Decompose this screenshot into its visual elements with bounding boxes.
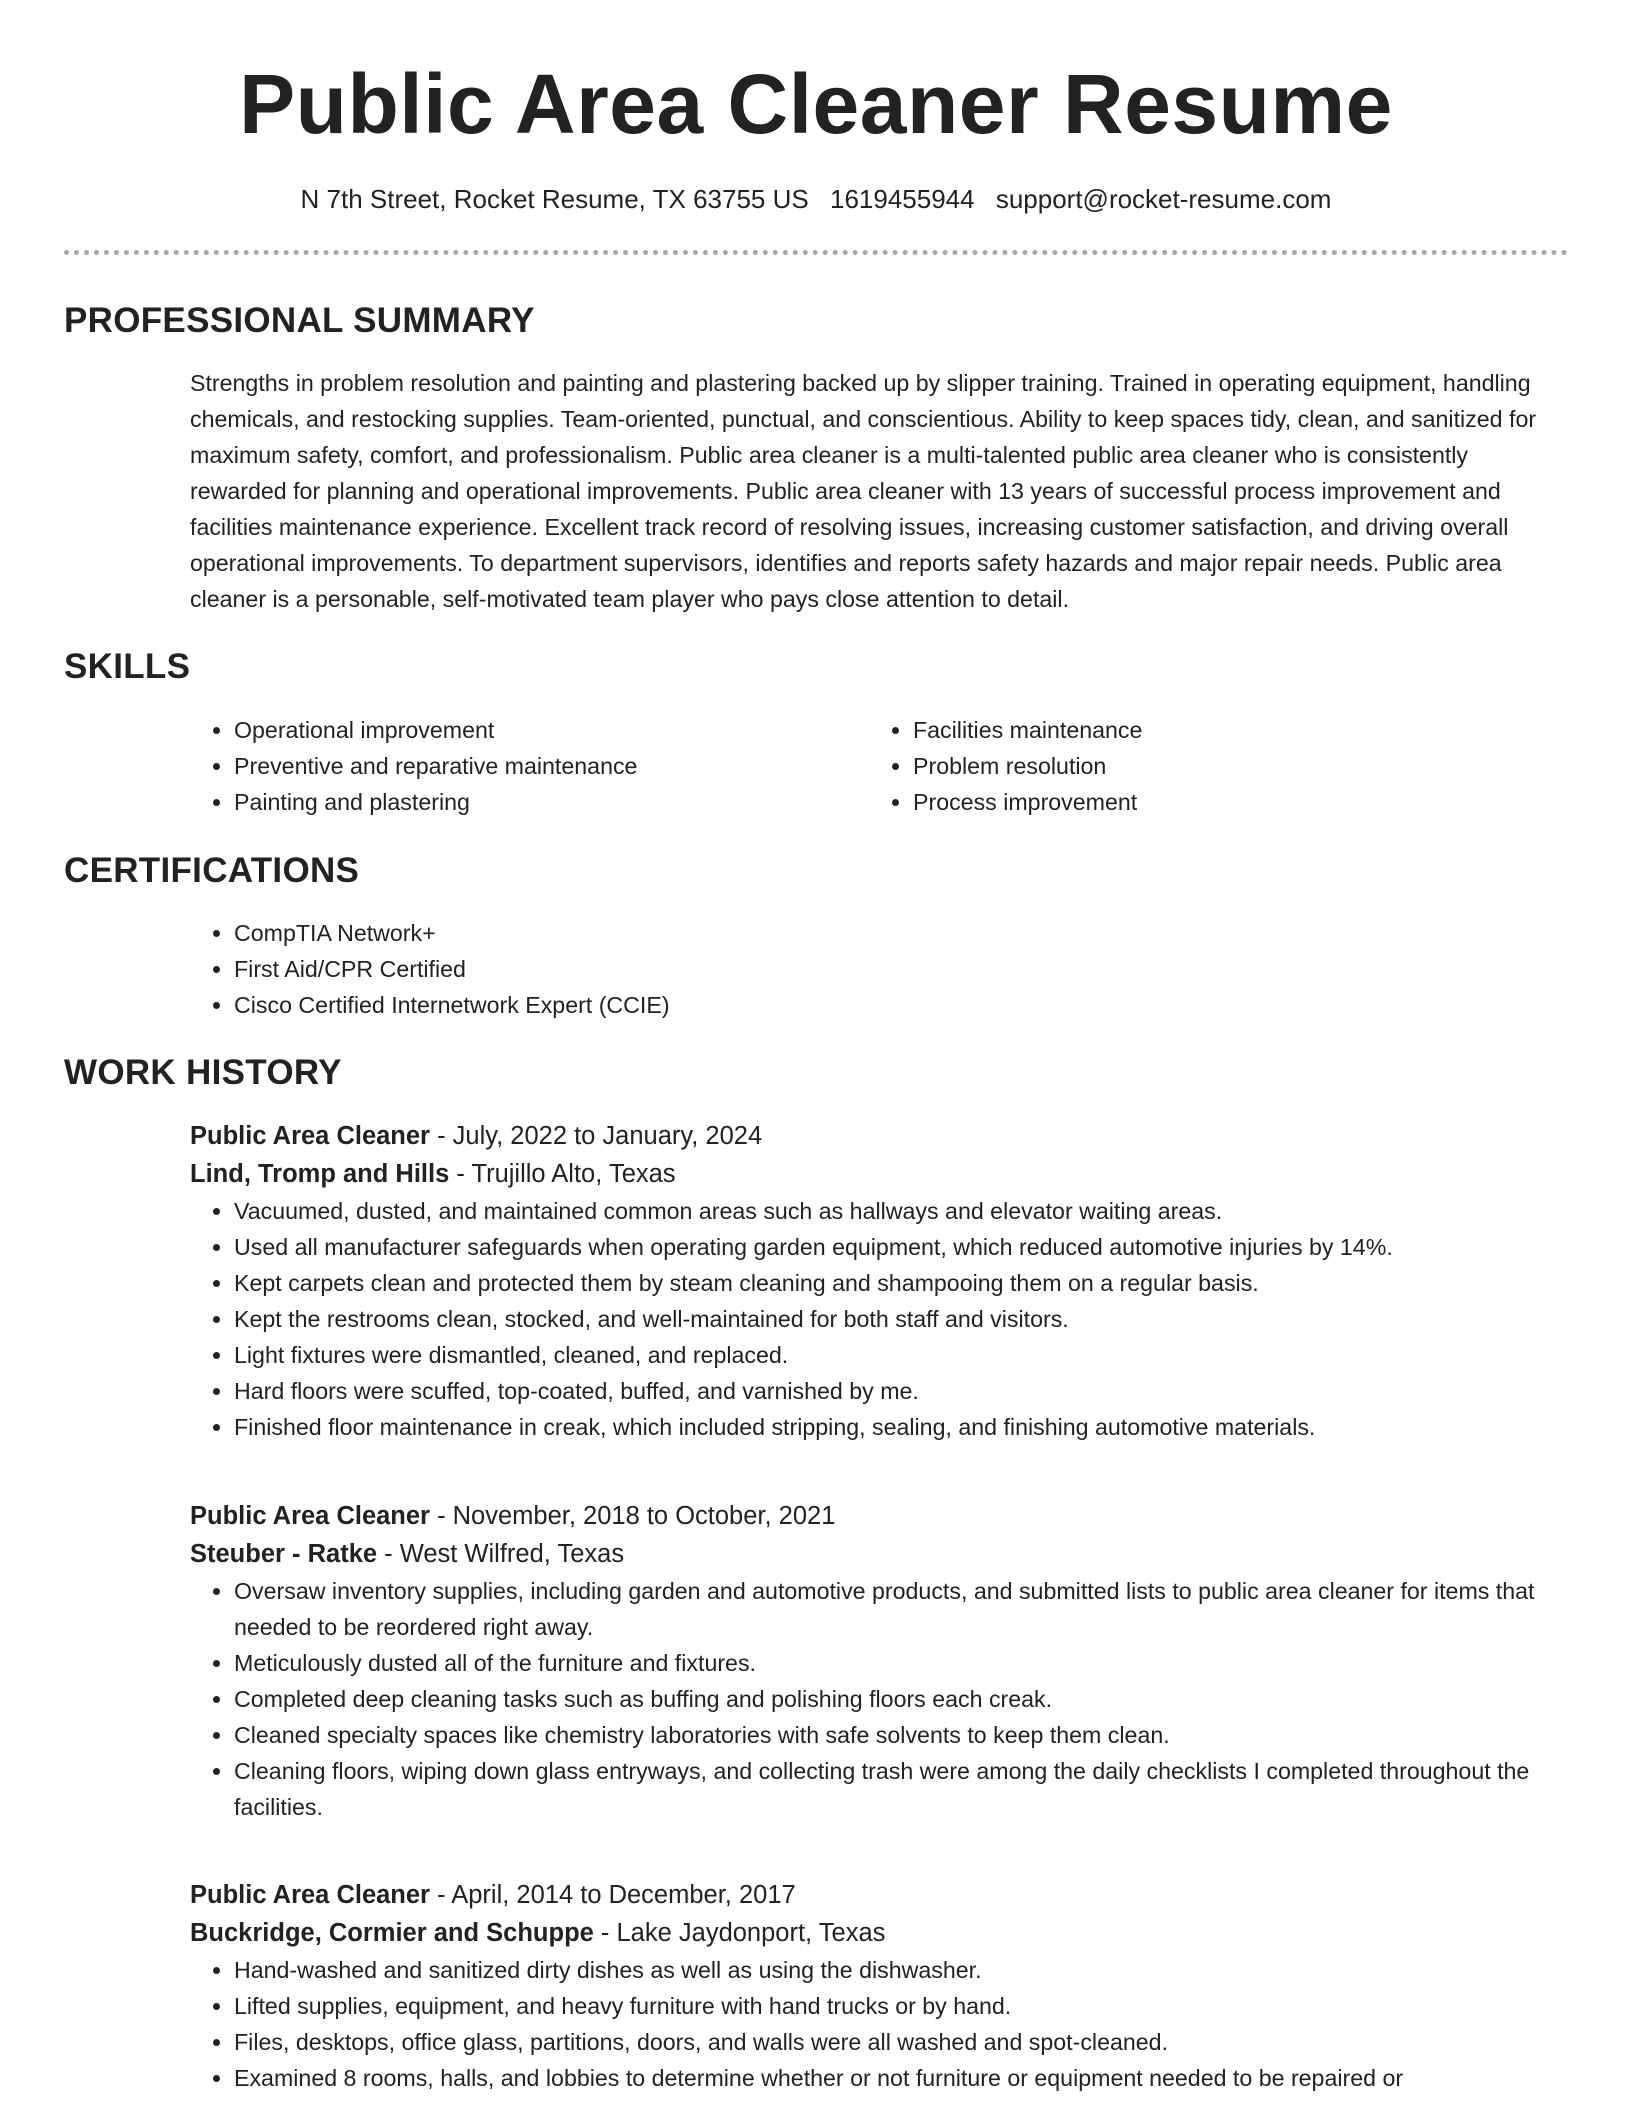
job-bullet: • Used all manufacturer safeguards when operating garden equipment, which reduced automotive injuries by 14%. bbox=[234, 1229, 1568, 1265]
job-company: Buckridge, Cormier and Schuppe bbox=[190, 1919, 594, 1947]
job-bullet: • Examined 8 rooms, halls, and lobbies to determine whether or not furniture or equipment needed to be repaired or bbox=[234, 2060, 1568, 2096]
job-bullet: • Finished floor maintenance in creak, which included stripping, sealing, and finishing automotive materials. bbox=[234, 1409, 1568, 1445]
summary-heading: PROFESSIONAL SUMMARY bbox=[64, 301, 535, 340]
job-entry bbox=[190, 1876, 1568, 2096]
job-company: Lind, Tromp and Hills bbox=[190, 1160, 450, 1188]
job-bullet: • Vacuumed, dusted, and maintained common areas such as hallways and elevator waiting areas. bbox=[234, 1193, 1568, 1229]
skill-item: • Process improvement bbox=[913, 784, 1529, 820]
contact-email: support@rocket-resume.com bbox=[995, 184, 1332, 214]
job-title-line bbox=[190, 1117, 1568, 1155]
job-bullet: • Files, desktops, office glass, partitions, doors, and walls were all washed and spot-cleaned. bbox=[234, 2024, 1568, 2060]
job-location: - Lake Jaydonport, Texas bbox=[593, 1919, 886, 1947]
job-company-line bbox=[190, 1535, 1568, 1573]
job-bullet: • Cleaned specialty spaces like chemistry laboratories with safe solvents to keep them clean. bbox=[234, 1717, 1568, 1753]
certification-item: • First Aid/CPR Certified bbox=[234, 951, 1490, 987]
job-bullet: • Oversaw inventory supplies, including garden and automotive products, and submitted lists to public area cleaner for items that needed to be reordered right away. bbox=[234, 1573, 1568, 1645]
job-entry bbox=[190, 1497, 1568, 1825]
job-bullet: • Hand-washed and sanitized dirty dishes as well as using the dishwasher. bbox=[234, 1952, 1568, 1988]
certifications-heading: CERTIFICATIONS bbox=[64, 851, 360, 890]
job-company-line bbox=[190, 1155, 1568, 1193]
skill-item: • Facilities maintenance bbox=[913, 712, 1529, 748]
contact-address: N 7th Street, Rocket Resume, TX 63755 US bbox=[300, 184, 809, 214]
job-company-line bbox=[190, 1914, 1568, 1952]
job-location: - West Wilfred, Texas bbox=[377, 1540, 625, 1568]
job-bullets bbox=[190, 1193, 1568, 1445]
certifications-list bbox=[190, 915, 1490, 1023]
skills-right-column bbox=[869, 712, 1529, 820]
job-dates: - July, 2022 to January, 2024 bbox=[429, 1122, 763, 1150]
contact-line bbox=[0, 181, 1632, 217]
contact-phone: 1619455944 bbox=[829, 184, 975, 214]
job-title-line bbox=[190, 1876, 1568, 1914]
job-bullet: • Kept the restrooms clean, stocked, and well-maintained for both staff and visitors. bbox=[234, 1301, 1568, 1337]
summary-text: Strengths in problem resolution and painting and plastering backed up by slipper training. Trained in operating equipment, handling chemicals, and restocking supplies. Team-oriented, punctual, and conscientious. Ability to keep spaces tidy, clean, and sanitized for maximum safety, comfort, and professionalism. Public area cleaner is a multi-talented public area cleaner who is consistently rewarded for planning and operational improvements. Public area cleaner with 13 years of successful process improvement and facilities maintenance experience. Excellent track record of resolving issues, increasing customer satisfaction, and driving overall operational improvements. To department supervisors, identifies and reports safety hazards and major repair needs. Public area cleaner is a personable, self-motivated team player who pays close attention to detail. bbox=[190, 370, 1537, 612]
certification-item: • CompTIA Network+ bbox=[234, 915, 1490, 951]
job-title-line bbox=[190, 1497, 1568, 1535]
job-title: Public Area Cleaner bbox=[190, 1881, 430, 1909]
job-dates: - November, 2018 to October, 2021 bbox=[429, 1502, 836, 1530]
job-bullet: • Completed deep cleaning tasks such as buffing and polishing floors each creak. bbox=[234, 1681, 1568, 1717]
certification-item: • Cisco Certified Internetwork Expert (CCIE) bbox=[234, 987, 1490, 1023]
job-bullet: • Kept carpets clean and protected them by steam cleaning and shampooing them on a regular basis. bbox=[234, 1265, 1568, 1301]
skill-item: • Operational improvement bbox=[234, 712, 850, 748]
skills-left-column bbox=[190, 712, 850, 820]
job-bullets bbox=[190, 1952, 1568, 2096]
job-company: Steuber - Ratke bbox=[190, 1540, 378, 1568]
job-title: Public Area Cleaner bbox=[190, 1502, 430, 1530]
job-bullet: • Cleaning floors, wiping down glass entryways, and collecting trash were among the daily checklists I completed throughout the facilities. bbox=[234, 1753, 1568, 1825]
skill-item: • Preventive and reparative maintenance bbox=[234, 748, 850, 784]
job-dates: - April, 2014 to December, 2017 bbox=[429, 1881, 796, 1909]
job-bullet: • Light fixtures were dismantled, cleaned, and replaced. bbox=[234, 1337, 1568, 1373]
skill-item: • Painting and plastering bbox=[234, 784, 850, 820]
job-entry bbox=[190, 1117, 1568, 1445]
skill-item: • Problem resolution bbox=[913, 748, 1529, 784]
job-bullet: • Lifted supplies, equipment, and heavy furniture with hand trucks or by hand. bbox=[234, 1988, 1568, 2024]
work-history-heading: WORK HISTORY bbox=[64, 1053, 342, 1092]
job-bullet: • Meticulously dusted all of the furniture and fixtures. bbox=[234, 1645, 1568, 1681]
resume-title: Public Area Cleaner Resume bbox=[239, 57, 1393, 151]
skills-heading: SKILLS bbox=[64, 647, 191, 686]
job-bullet: • Hard floors were scuffed, top-coated, buffed, and varnished by me. bbox=[234, 1373, 1568, 1409]
header-divider bbox=[64, 250, 1568, 255]
job-bullets bbox=[190, 1573, 1568, 1825]
job-title: Public Area Cleaner bbox=[190, 1122, 430, 1150]
job-location: - Trujillo Alto, Texas bbox=[449, 1160, 676, 1188]
